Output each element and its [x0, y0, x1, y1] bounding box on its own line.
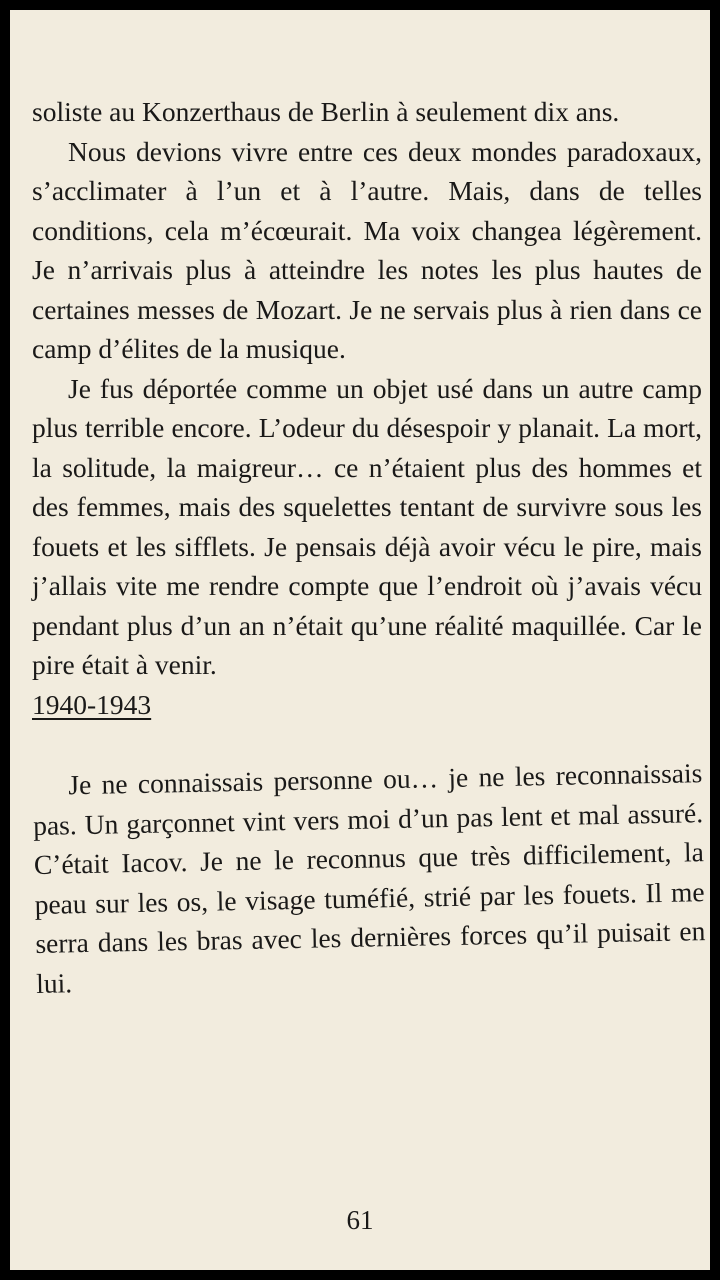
page-body — [32, 92, 706, 1003]
section-paragraph: Je ne connaissais personne ou… je ne les reconnaissais pas. Un garçonnet vint vers moi d’un pas lent et mal assuré. C’était Iacov. Je ne le reconnus que très difficilement, la peau sur les os, le visage tuméfié, strié par les fouets. Il me serra dans les bras avec les dernières forces qu’il puisait en lui. — [32, 757, 706, 999]
book-page — [10, 10, 710, 1270]
paragraph-2: Nous devions vivre entre ces deux mondes paradoxaux, s’acclimater à l’un et à l’autre. Mais, dans de telles conditions, cela m’écœurait. Ma voix changea légèrement. Je n’arrivais plus à atteindre les notes les plus hautes de certaines messes de Mozart. Je ne servais plus à rien dans ce camp d’élites de la musique. — [32, 135, 702, 364]
page-number: 61 — [346, 1205, 374, 1235]
paragraph-3: Je fus déportée comme un objet usé dans un autre camp plus terrible encore. L’odeur du désespoir y planait. La mort, la solitude, la maigreur… ce n’étaient plus des hommes et des femmes, mais des squelettes tentant de survivre sous les fouets et les sifflets. Je pensais déjà avoir vécu le pire, mais j’allais vite me rendre compte que l’endroit où j’avais vécu pendant plus d’un an n’était qu’une réalité maquillée. Car le pire était à venir. — [32, 372, 702, 680]
paragraph-1: soliste au Konzerthaus de Berlin à seulement dix ans. — [32, 96, 620, 127]
section-heading: 1940-1943 — [32, 688, 152, 720]
